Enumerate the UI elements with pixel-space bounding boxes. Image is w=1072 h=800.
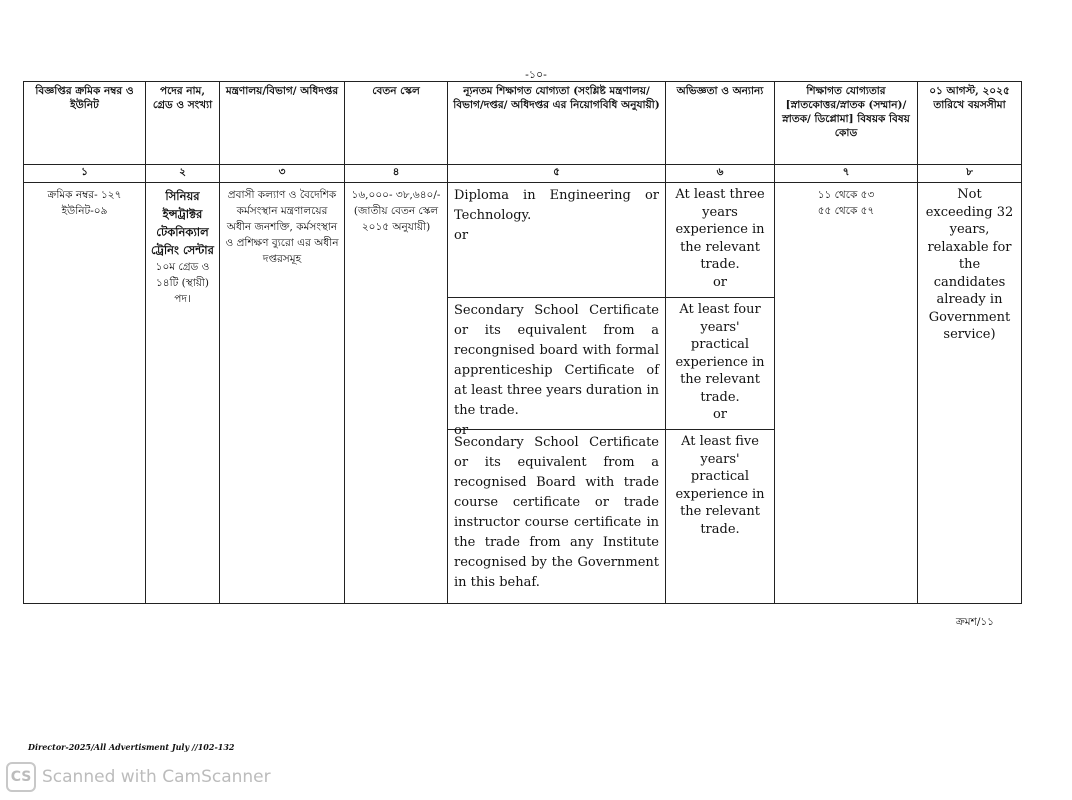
- or-separator: or: [712, 274, 728, 290]
- header-serial-unit: বিজ্ঞপ্তির ক্রমিক নম্বর ও ইউনিট: [24, 82, 146, 165]
- scanner-watermark-text: Scanned with CamScanner: [42, 767, 271, 787]
- header-row: [24, 82, 1022, 165]
- column-number: ২: [146, 165, 220, 183]
- header-pay-scale: বেতন স্কেল: [345, 82, 448, 165]
- column-number: ৪: [345, 165, 448, 183]
- header-ministry: মন্ত্রণালয়/বিভাগ/ অধিদপ্তর: [220, 82, 345, 165]
- table-row: [24, 183, 1022, 604]
- qualification-option: Diploma in Engineering or Technology. or: [448, 183, 665, 298]
- experience-cell: [666, 183, 775, 604]
- header-experience: অভিজ্ঞতা ও অন্যান্য: [666, 82, 775, 165]
- experience-option: At least three years experience in the relevant trade. or: [666, 183, 774, 298]
- job-vacancy-table: [23, 81, 1022, 604]
- qualification-option: Secondary School Certificate or its equivalent from a recongnised board with formal apprenticeship Certificate of at least three years duration in the trade. or: [448, 298, 665, 430]
- serial-unit: ক্রমিক নম্বর- ১২৭ ইউনিট-০৯: [47, 189, 122, 217]
- post-name: সিনিয়র ইন্সট্রাক্টর টেকনিক্যাল ট্রেনিং সেন্টার: [151, 189, 214, 257]
- header-post-name: পদের নাম, গ্রেড ও সংখ্যা: [146, 82, 220, 165]
- or-separator: or: [454, 423, 469, 438]
- subject-code-cell: [775, 183, 918, 604]
- header-qualification: ন্যূনতম শিক্ষাগত যোগ্যতা (সংশ্লিষ্ট মন্ত্রণালয়/বিভাগ/দপ্তর/ অধিদপ্তর এর নিয়োগবিধি অনুযায়ী): [448, 82, 666, 165]
- pay-scale: ১৬,০০০- ৩৮,৬৪০/- (জাতীয় বেতন স্কেল ২০১৫ অনুযায়ী): [351, 189, 441, 233]
- qualification-option: Secondary School Certificate or its equivalent from a recognised Board with trade course certificate or trade instructor course certificate in the trade from any Institute recognised by the Government in this behaf.: [454, 435, 659, 590]
- footer-reference: Director-2025/All Advertisment July //102-132: [28, 742, 235, 752]
- ministry-cell: [220, 183, 345, 604]
- column-number: ৮: [918, 165, 1022, 183]
- post-name-cell: [146, 183, 220, 604]
- page-number: -১০-: [525, 68, 547, 81]
- or-separator: or: [712, 407, 728, 422]
- column-number: ৭: [775, 165, 918, 183]
- column-number: ৬: [666, 165, 775, 183]
- camscanner-logo-icon: CS: [6, 762, 36, 792]
- scanner-watermark: [6, 762, 271, 792]
- age-limit: Not exceeding 32 years, relaxable for the candidates already in Government service): [925, 187, 1014, 342]
- pay-scale-cell: [345, 183, 448, 604]
- ministry: প্রবাসী কল্যাণ ও বৈদেশিক কর্মসংস্থান মন্ত্রণালয়ের অধীন জনশক্তি, কর্মসংস্থান ও প্রশিক্ষণ ব্যুরো এর অধীন দপ্তরসমূহ: [225, 189, 339, 265]
- header-subject-code: শিক্ষাগত যোগ্যতার [স্নাতকোত্তর/স্নাতক (সম্মান)/স্নাতক/ ডিপ্লোমা] বিষয়ক বিষয় কোড: [775, 82, 918, 165]
- continued-note: ক্রমশ/১১: [956, 616, 994, 628]
- subject-code: ১১ থেকে ৫৩: [817, 189, 875, 201]
- column-number: ১: [24, 165, 146, 183]
- age-limit-cell: [918, 183, 1022, 604]
- column-number: ৫: [448, 165, 666, 183]
- column-number: ৩: [220, 165, 345, 183]
- column-number-row: [24, 165, 1022, 183]
- serial-unit-cell: [24, 183, 146, 604]
- experience-option: At least four years' practical experience in the relevant trade. or: [666, 298, 774, 430]
- subject-code: ৫৫ থেকে ৫৭: [817, 205, 875, 217]
- header-age-limit: ০১ আগস্ট, ২০২৫ তারিখে বয়সসীমা: [918, 82, 1022, 165]
- qualification-cell: [448, 183, 666, 604]
- experience-option: At least five years' practical experience in the relevant trade.: [675, 434, 765, 537]
- post-grade: ১০ম গ্রেড ও ১৪টি (স্থায়ী) পদ।: [155, 261, 210, 305]
- or-separator: or: [454, 228, 469, 243]
